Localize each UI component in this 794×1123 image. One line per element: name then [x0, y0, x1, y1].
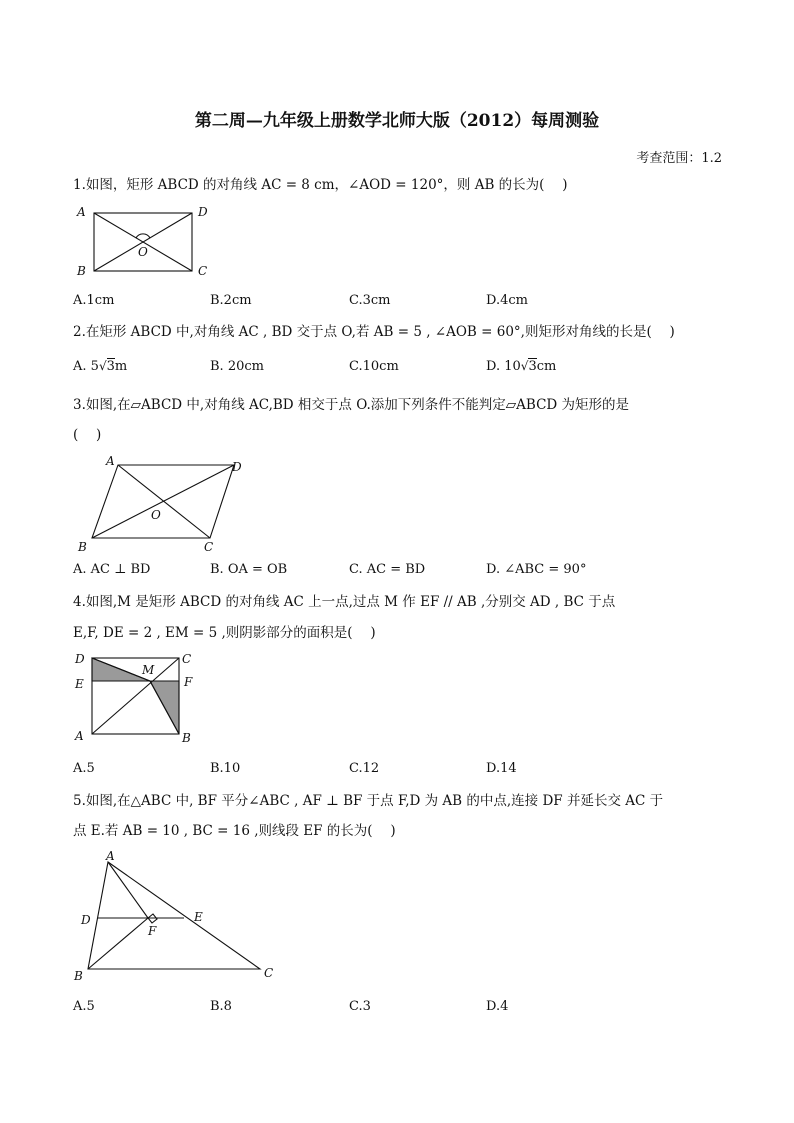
label-c: C [182, 652, 192, 666]
question-4-stem-line1: 4.如图,M 是矩形 ABCD 的对角线 AC 上一点,过点 M 作 EF // AB ,分别交 AD , BC 于点 [73, 594, 616, 610]
page-title: 第二周—九年级上册数学北师大版（2012）每周测验 [194, 111, 600, 131]
question-5-stem-line1: 5.如图,在△ABC 中, BF 平分∠ABC , AF ⊥ BF 于点 F,D 为 AB 的中点,连接 DF 并延长交 AC 于 [73, 793, 664, 809]
question-5-stem-line2: 点 E.若 AB = 10 , BC = 16 ,则线段 EF 的长为( ) [73, 823, 396, 839]
q3-option-b[interactable]: B. OA = OB [210, 562, 288, 577]
q2-option-d-radicand: 3 [528, 359, 537, 374]
triangle-abc [88, 862, 260, 969]
q1-option-c[interactable]: C.3cm [349, 293, 391, 308]
q5-option-b[interactable]: B.8 [210, 999, 232, 1014]
radical-sign: √ [98, 359, 107, 373]
label-e: E [75, 677, 84, 691]
label-c: C [264, 966, 274, 980]
label-o: O [151, 508, 161, 522]
diagonal-bd [92, 465, 234, 538]
label-m: M [142, 663, 155, 677]
exam-scope: 考查范围：1.2 [636, 151, 722, 166]
q1-option-b[interactable]: B.2cm [210, 293, 252, 308]
label-b: B [182, 731, 191, 745]
question-2-stem: 2.在矩形 ABCD 中,对角线 AC , BD 交于点 O,若 AB = 5 , ∠AOB = 60°,则矩形对角线的长是( ) [73, 324, 675, 340]
q2-option-c[interactable]: C.10cm [349, 359, 399, 374]
label-d: D [198, 205, 208, 219]
q2-option-a-radicand: 3 [106, 359, 115, 374]
label-d: D [75, 652, 85, 666]
segment-af [108, 862, 148, 918]
question-3-stem-line1: 3.如图,在▱ABCD 中,对角线 AC,BD 相交于点 O.添加下列条件不能判定▱ABCD 为矩形的是 [73, 397, 630, 413]
q4-option-b[interactable]: B.10 [210, 761, 241, 776]
label-b: B [78, 540, 87, 554]
figure-q5-triangle [72, 848, 287, 988]
q2-option-b[interactable]: B. 20cm [210, 359, 264, 374]
label-o: O [138, 245, 148, 259]
question-1-stem: 1.如图，矩形 ABCD 的对角线 AC = 8 cm，∠AOD = 120°，则 AB 的长为( ) [73, 177, 568, 193]
label-c: C [198, 264, 208, 278]
question-3-stem-line2: ( ) [73, 427, 102, 443]
q3-option-d[interactable]: D. ∠ABC = 90° [486, 562, 587, 577]
label-a: A [106, 849, 115, 863]
figure-q4-rectangle [72, 650, 212, 750]
q3-option-c[interactable]: C. AC = BD [349, 562, 426, 577]
angle-arc-aod [136, 234, 150, 238]
label-c: C [204, 540, 214, 554]
q2-option-d[interactable] [486, 359, 556, 374]
q2-option-d-unit: cm [536, 359, 557, 374]
q5-option-c[interactable]: C.3 [349, 999, 371, 1014]
q3-option-a[interactable]: A. AC ⊥ BD [73, 562, 151, 577]
segment-bf [88, 918, 148, 969]
q5-option-d[interactable]: D.4 [486, 999, 509, 1014]
label-f: F [184, 675, 193, 689]
label-d: D [81, 913, 91, 927]
label-e: E [194, 910, 203, 924]
q2-option-a-prefix: A. 5 [73, 359, 99, 374]
label-a: A [77, 205, 86, 219]
label-b: B [74, 969, 83, 983]
q2-option-a-unit: m [114, 359, 128, 374]
q4-option-c[interactable]: C.12 [349, 761, 380, 776]
figure-q3-parallelogram [74, 450, 264, 560]
q4-option-a[interactable]: A.5 [73, 761, 95, 776]
q2-option-d-prefix: D. 10 [486, 359, 521, 374]
label-a: A [106, 454, 115, 468]
label-b: B [77, 264, 86, 278]
label-d: D [232, 460, 242, 474]
q5-option-a[interactable]: A.5 [73, 999, 95, 1014]
question-4-stem-line2: E,F, DE = 2 , EM = 5 ,则阴影部分的面积是( ) [73, 625, 376, 641]
q1-option-a[interactable]: A.1cm [73, 293, 115, 308]
label-f: F [148, 924, 157, 938]
radical-sign: √ [520, 359, 529, 373]
label-a: A [75, 729, 84, 743]
q1-option-d[interactable]: D.4cm [486, 293, 528, 308]
q4-option-d[interactable]: D.14 [486, 761, 517, 776]
figure-q1-rectangle [74, 203, 214, 283]
q2-option-a[interactable] [73, 359, 127, 374]
